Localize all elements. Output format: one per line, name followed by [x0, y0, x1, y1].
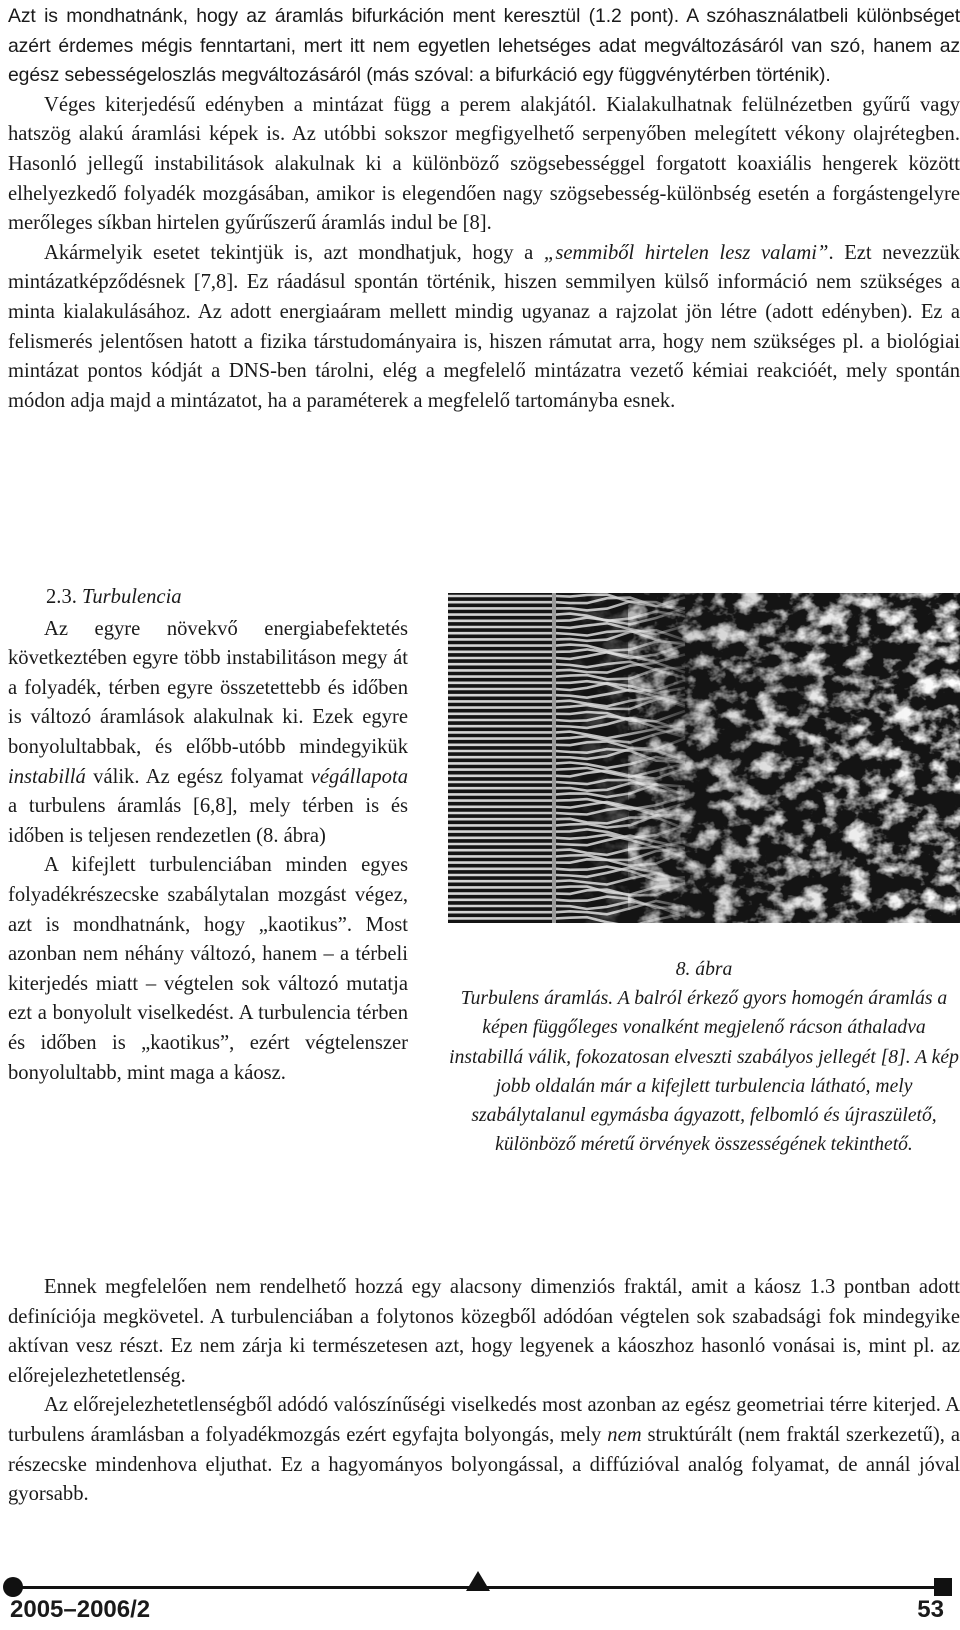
figure-caption — [446, 955, 960, 1159]
pattern-text-a: Akármelyik esetet tekintjük is, azt mondhatjuk, hogy a — [44, 241, 544, 264]
footer-triangle-icon — [466, 1571, 490, 1591]
pattern-quote: „semmiből hirtelen lesz valami” — [543, 241, 829, 264]
term-instabilla: instabillá — [8, 765, 86, 788]
term-nem: nem — [607, 1423, 642, 1446]
pattern-text-b: . Ezt nevezzük mintázatképződésnek [7,8]. Ez ráadásul spontán történik, hiszen semmilyen külső információ nem szükséges a minta kialakulásához. Az adott energiaáram mellett mindig ugyanaz a rajzolat jön létre (adott edényben). Ez a felismerés jelentősen hatott a fizika társtudományaira is, hiszen rámutat arra, hogy nem szükséges pl. a biológiai mintázat pontos kódját a DNS-ben tárolni, elég a megfelelő mintázatra vezető kémiai reakcióét, mely spontán módon adja majd a mintázatot, ha a paraméterek a megfelelő tartományba esnek. — [8, 241, 960, 412]
random-walk-text-b: struktúrált (nem fraktál szerkezetű), a részecske mindenhova eljuthat. Ez a hagyományos bolyongással, a diffúzióval analóg folyamat, de annál jóval gyorsabb. — [8, 1423, 960, 1506]
top-text-block — [8, 2, 960, 416]
turbulence-text-c: a turbulens áramlás [6,8], mely térben is és időben is teljesen rendezetlen (8. ábra) — [8, 795, 408, 847]
random-walk-text-a: Az előrejelezhetetlenségből adódó valószínűségi viselkedés most azonban az egész geometriai térre kiterjed. A turbulens áramlásban a folyadékmozgás ezért egyfajta bolyongás, mely — [8, 1394, 960, 1446]
figure-number: 8. ábra — [675, 959, 733, 980]
section-number: 2.3. — [46, 586, 77, 608]
term-vegallapota: végállapota — [310, 765, 408, 788]
bottom-text-block — [8, 1273, 960, 1510]
turbulence-text-a: Az egyre növekvő energiabefektetés következtében egyre több instabilitáson megy át a folyadék, térben egyre összetettebb és időben is változó áramlások alakulnak ki. Ezek egyre bonyolultabbak, és előbb-utóbb mindegyikük — [8, 617, 408, 758]
paragraph-pattern-vessel: Véges kiterjedésű edényben a mintázat függ a perem alakjától. Kialakulhatnak felülnézetben gyűrű vagy hatszög alakú áramlási képek is. Az utóbbi sokszor megfigyelhető serpenyőben melegített vékony olajrétegben. Hasonló jellegű instabilitások alakulnak ki a különböző szögsebességgel forgatott koaxiális hengerek között elhelyezkedő folyadék mozgásában, amikor is elegendően nagy szögsebesség-különbség esetén a forgástengelyre merőleges síkban hirtelen gyűrűszerű áramlás indul be [8]. — [8, 93, 960, 235]
page-number: 53 — [917, 1596, 944, 1623]
grid-line — [552, 593, 556, 923]
section-title: Turbulencia — [82, 586, 182, 608]
turbulence-column — [8, 583, 408, 1088]
turbulence-photo-drawing — [448, 593, 960, 923]
section-heading — [8, 583, 408, 613]
page-footer — [0, 1560, 960, 1630]
turbulence-text-b: válik. Az egész folyamat — [85, 765, 311, 788]
figure-caption-text: Turbulens áramlás. A balról érkező gyors homogén áramlás a képen függőleges vonalként megjelenő rácson áthaladva instabillá válik, fokozatosan elveszti szabályos jellegét [8]. A kép jobb oldalán már a kifejlett turbulencia látható, mely szabálytalanul egymásba ágyazott, felbomló és újraszülető, különböző méretű örvények összességének tekinthető. — [449, 988, 959, 1156]
paragraph-turbulence-intro — [8, 615, 408, 852]
turbulence-photo — [448, 593, 960, 923]
paragraph-random-walk — [8, 1391, 960, 1509]
paragraph-bifurcation: Azt is mondhatnánk, hogy az áramlás bifurkáción ment keresztül (1.2 pont). A szóhasználatbeli különbséget azért érdemes mégis fenntartani, mert itt nem egyetlen lehetséges adat megváltozásáról van szó, hanem az egész sebességeloszlás megváltozásáról (más szóval: a bifurkáció egy függvénytérben történik). — [8, 5, 960, 87]
journal-page — [8, 0, 960, 1630]
paragraph-turbulence-chaos: A kifejlett turbulenciában minden egyes folyadékrészecske szabálytalan mozgást végez, azt is mondhatnánk, hogy „kaotikus”. Most azonban nem néhány változó, hanem – a térbeli kiterjedés miatt – végtelen sok változó mutatja ezt a bonyolult viselkedést. A turbulencia térben és időben is „kaotikus”, ezért végtelenszer bonyolultabb, mint maga a káosz. — [8, 854, 408, 1084]
paragraph-dimension: Ennek megfelelően nem rendelhető hozzá egy alacsony dimenziós fraktál, amit a káosz 1.3 pontban adott definíciója megkövetel. A turbulenciában a folytonos közegből adódóan végtelen sok szabadsági fok mindegyike aktívan vesz részt. Ez nem zárja ki természetesen azt, hogy legyenek a káoszhoz hasonló vonásai is, mint pl. az előrejelezhetetlenség. — [8, 1276, 960, 1387]
issue-number: 2005–2006/2 — [10, 1596, 151, 1623]
footer-square-icon — [934, 1578, 952, 1596]
paragraph-pattern-formation — [8, 239, 960, 417]
